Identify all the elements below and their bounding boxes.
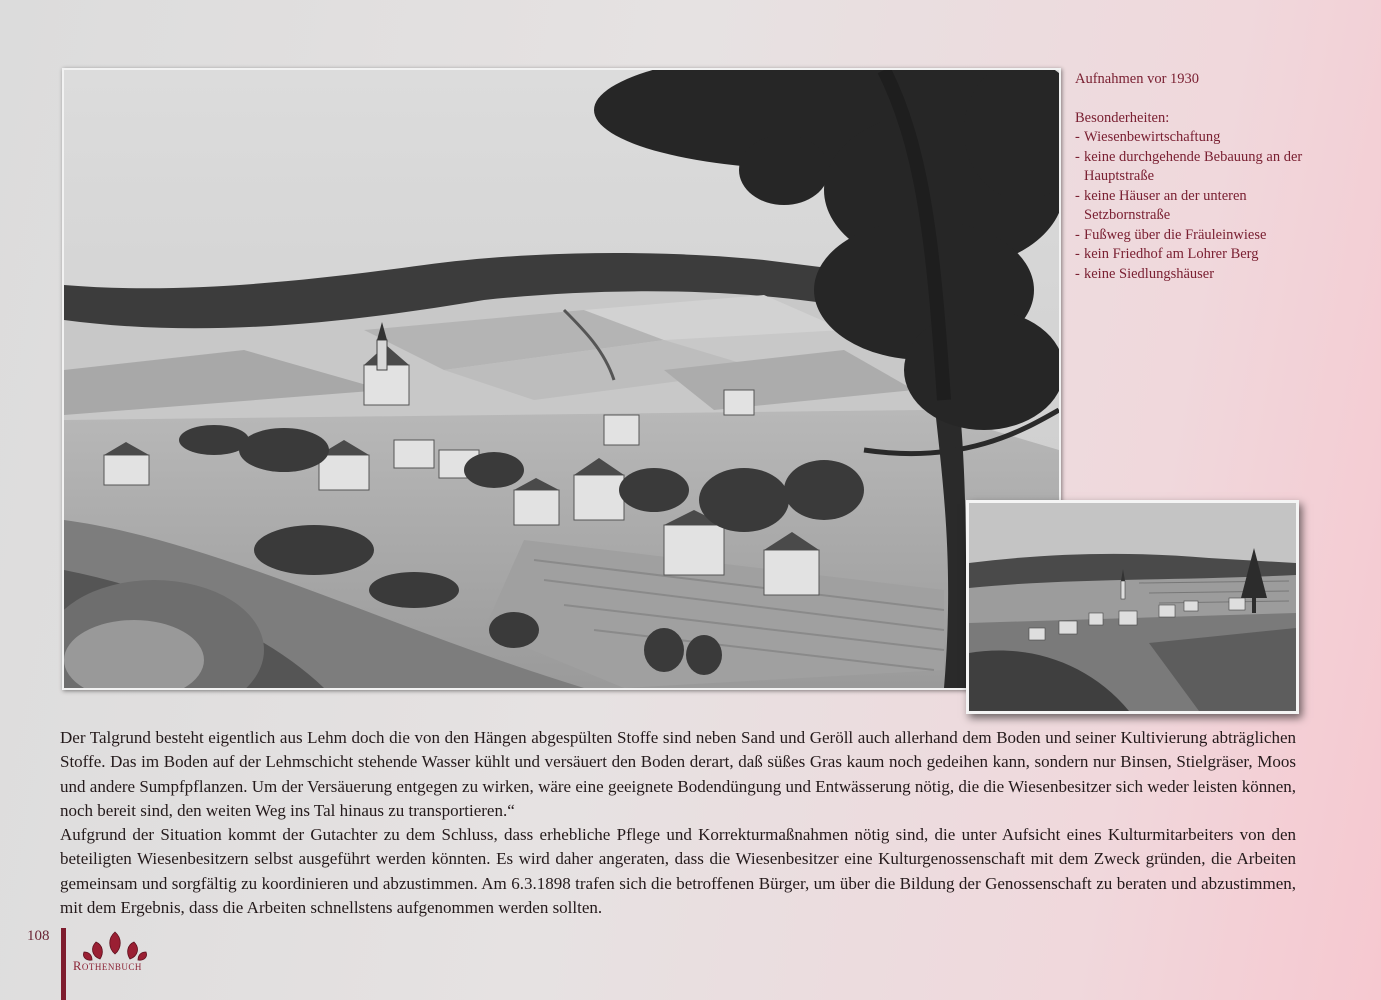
main-historic-photo [62,68,1061,690]
page-number: 108 [27,928,50,944]
footer-accent-bar [61,928,66,1000]
list-item: - kein Friedhof am Lohrer Berg [1075,245,1335,265]
logo-wordmark: Rothenbuch [73,959,142,973]
features-list [1075,128,1335,284]
body-paragraph: Der Talgrund besteht eigentlich aus Lehm doch die von den Hängen abgespülten Stoffe sind neben Sand und Geröll auch allerhand dem Boden und seiner Kultivierung abträglichen Stoffe. Das im Boden auf der Lehmschicht stehende Wasser kühlt und versäuert den Boden derart, daß süßes Gras kaum noch gedeihen kann, sondern nur Binsen, Stielgräser, Moos und andere Sumpfpflanzen. Um der Versäuerung entgegen zu wirken, wäre eine geeignete Bodendüngung und Entwässerung nötig, die die Wiesenbesitzer sich weder leisten können, noch bereit sind, den weiten Weg ins Tal hinaus zu transportieren.“ [60,728,1296,820]
list-item: - keine Häuser an der unteren Setzbornstraße [1075,187,1335,226]
body-text [60,726,1296,920]
list-item: - Fußweg über die Fräuleinwiese [1075,226,1335,246]
list-item: - keine durchgehende Bebauung an der Hauptstraße [1075,148,1335,187]
side-notes-title: Aufnahmen vor 1930 [1075,71,1200,87]
list-item: - keine Siedlungshäuser [1075,265,1335,285]
body-paragraph: Aufgrund der Situation kommt der Gutachter zu dem Schluss, dass erhebliche Pflege und Korrekturmaßnahmen nötig sind, die unter Aufsicht eines Kulturmitarbeiters von den beteiligten Wiesenbesitzern selbst ausgeführt werden könnten. Es wird daher angeraten, dass die Wiesenbesitzer eine Kulturgenossenschaft mit dem Zweck gründen, die Arbeiten gemeinsam und sorgfältig zu koordinieren und abzustimmen. Am 6.3.1898 trafen sich die betroffenen Bürger, um über die Bildung der Genossenschaft zu beraten und abzustimmen, mit dem Ergebnis, dass die Arbeiten schnellstens aufgenommen werden sollten. [60,825,1296,918]
side-notes-heading: Besonderheiten: [1075,109,1170,126]
list-item: - Wiesenbewirtschaftung [1075,128,1335,148]
side-notes [1075,70,1335,284]
inset-historic-photo [966,500,1299,714]
